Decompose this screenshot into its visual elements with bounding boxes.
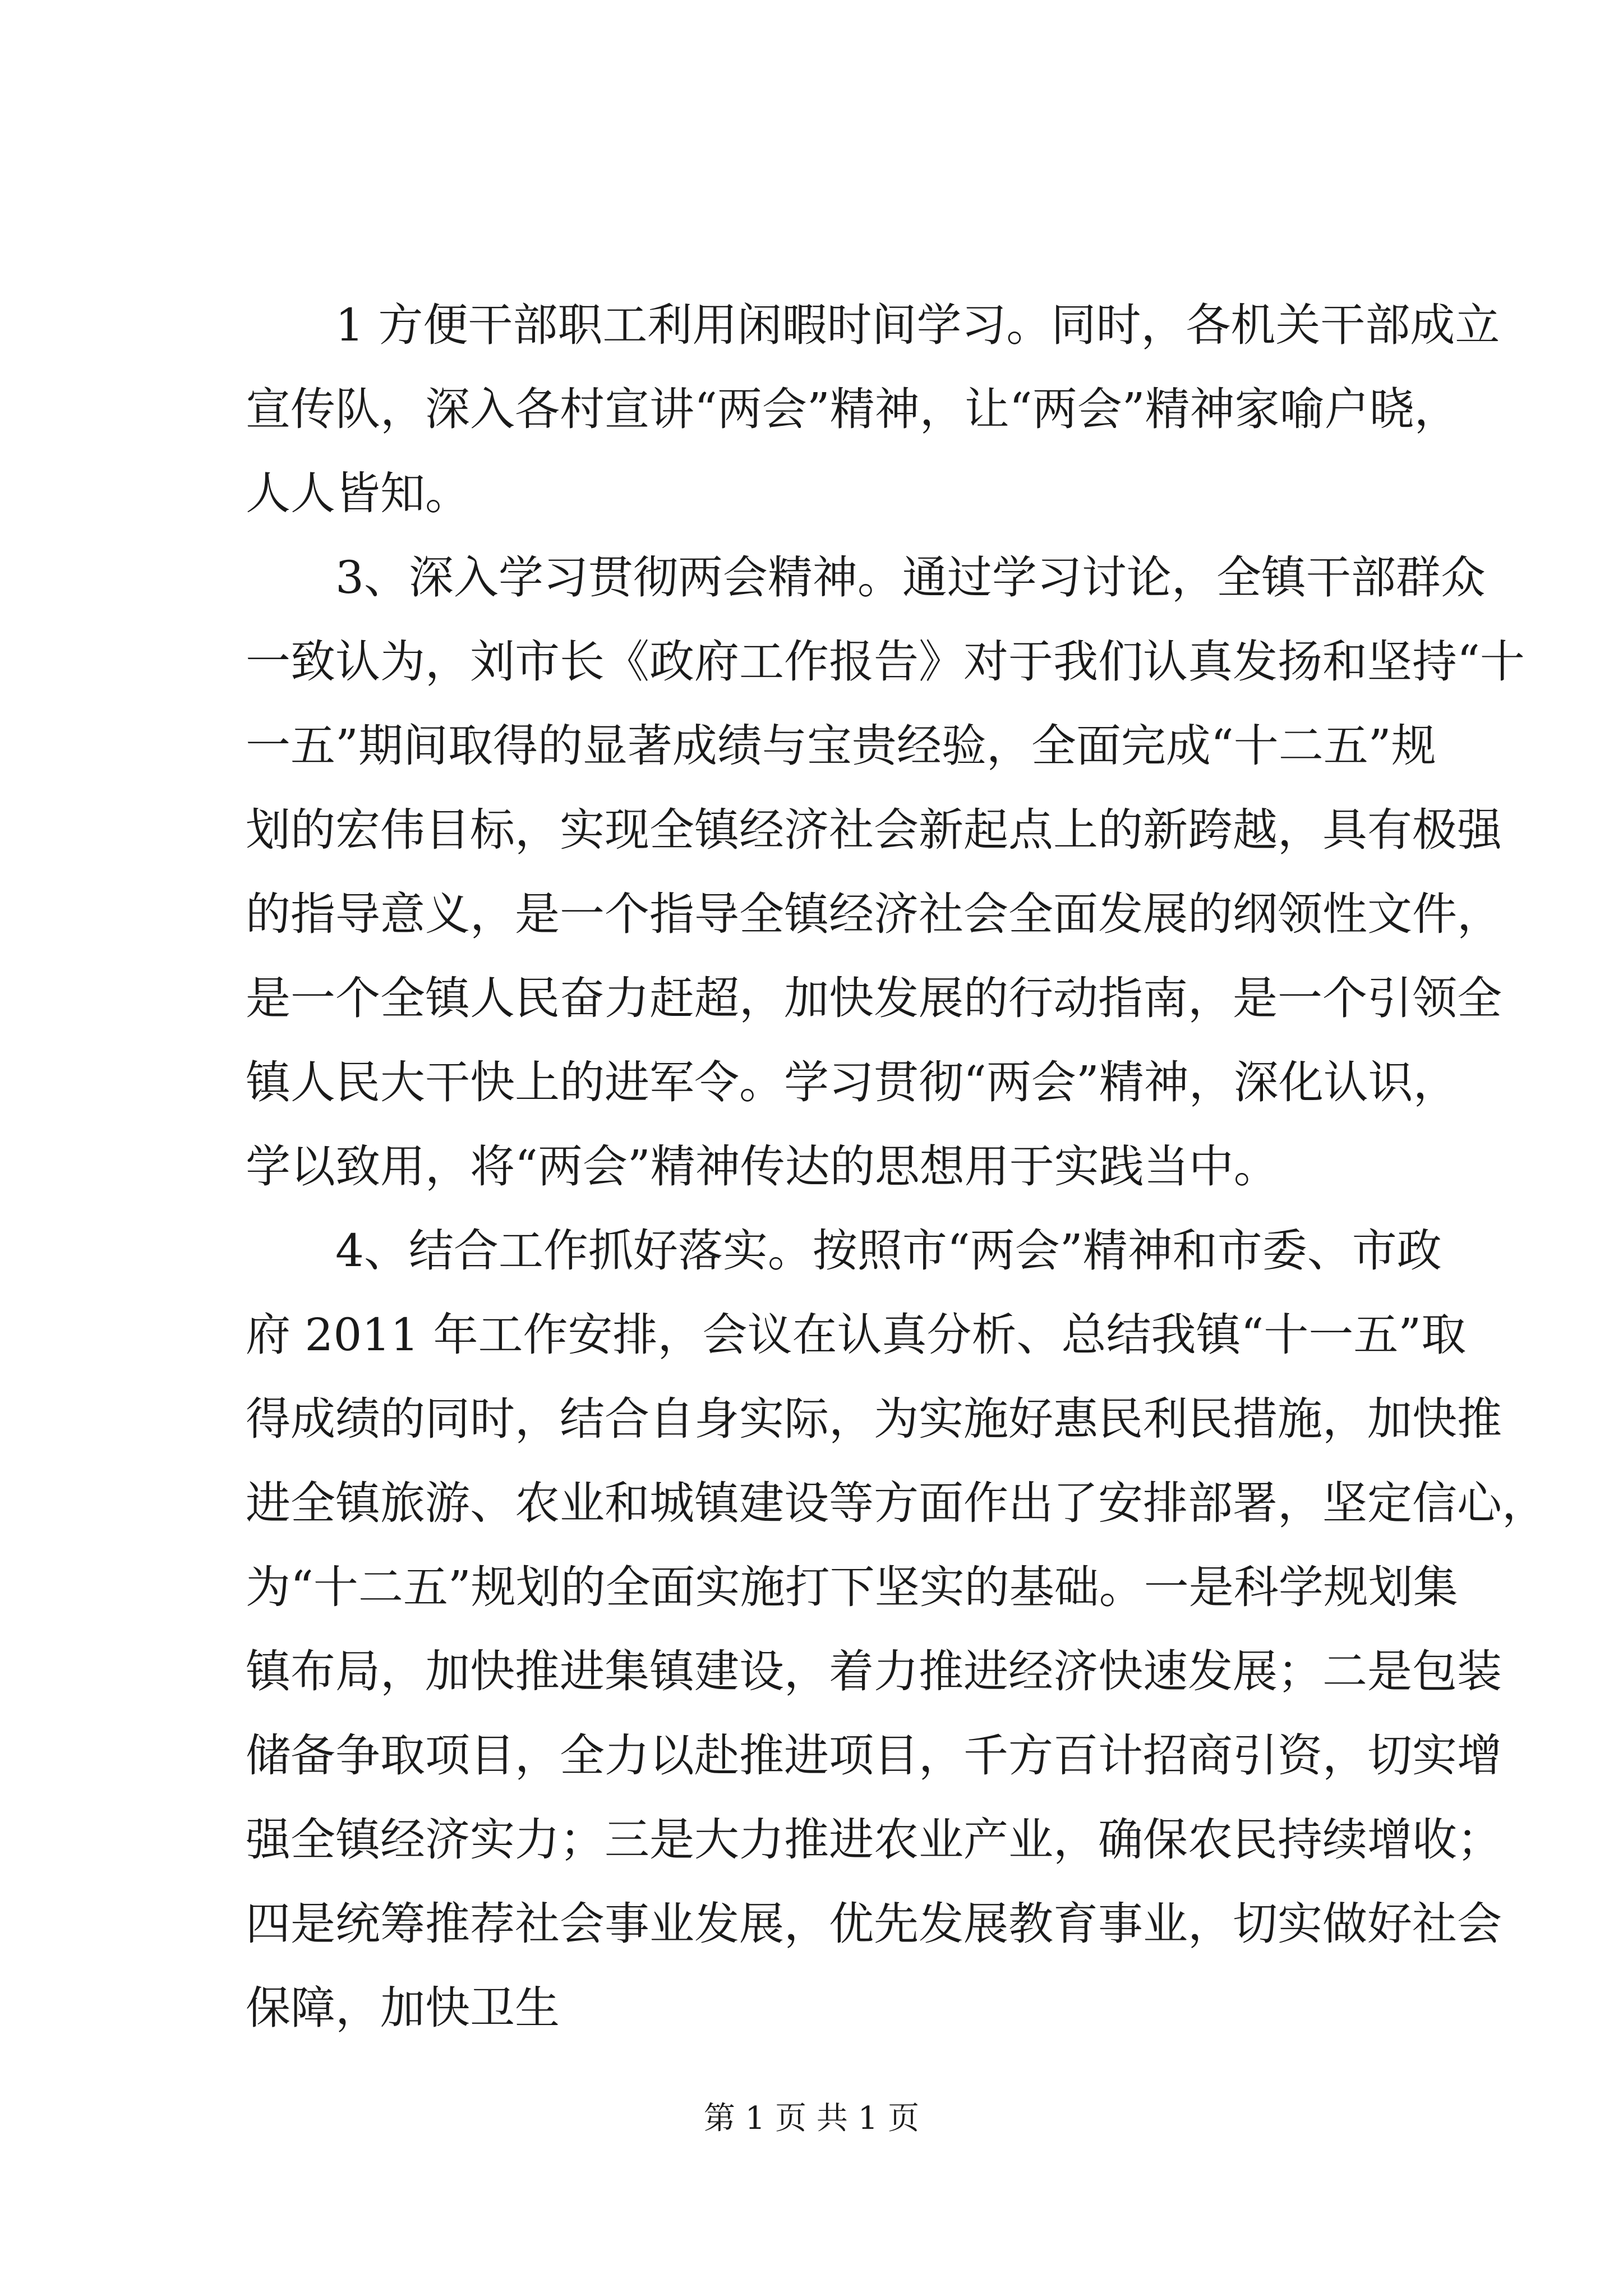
text-line: 一致认为，刘市长《政府工作报告》对于我们认真发扬和坚持“十 xyxy=(246,636,1525,688)
text-line: 保障，加快卫生 xyxy=(246,1982,560,2034)
text-line: 镇人民大干快上的进军令。学习贯彻“两会”精神，深化认识， xyxy=(246,1056,1458,1108)
paragraph xyxy=(246,283,1500,536)
paragraph xyxy=(246,1209,1547,2050)
page-footer: 第 1 页 共 1 页 xyxy=(703,2100,920,2137)
text-line: 储备争取项目，全力以赴推进项目，千方百计招商引资，切实增 xyxy=(246,1729,1502,1782)
text-line: 学以致用，将“两会”精神传达的思想用于实践当中。 xyxy=(246,1140,1279,1193)
text-line: 一五”期间取得的显著成绩与宝贵经验，全面完成“十二五”规 xyxy=(246,720,1436,772)
text-line: 四是统筹推荐社会事业发展，优先发展教育事业，切实做好社会 xyxy=(246,1898,1502,1950)
text-line: 划的宏伟目标，实现全镇经济社会新起点上的新跨越，具有极强 xyxy=(246,804,1502,856)
text-line: 是一个全镇人民奋力赶超，加快发展的行动指南，是一个引领全 xyxy=(246,972,1502,1024)
text-line: 3、深入学习贯彻两会精神。通过学习讨论，全镇干部群众 xyxy=(335,551,1486,604)
text-line: 强全镇经济实力；三是大力推进农业产业，确保农民持续增收； xyxy=(246,1814,1502,1866)
text-line: 进全镇旅游、农业和城镇建设等方面作出了安排部署，坚定信心， xyxy=(246,1477,1547,1529)
text-line: 宣传队，深入各村宣讲“两会”精神，让“两会”精神家喻户晓， xyxy=(246,383,1459,435)
text-line: 为“十二五”规划的全面实施打下坚实的基础。一是科学规划集 xyxy=(246,1561,1458,1613)
text-line: 得成绩的同时，结合自身实际，为实施好惠民利民措施，加快推 xyxy=(246,1393,1502,1445)
text-line: 4、结合工作抓好落实。按照市“两会”精神和市委、市政 xyxy=(335,1225,1442,1277)
text-line: 镇布局，加快推进集镇建设，着力推进经济快速发展；二是包装 xyxy=(246,1645,1502,1697)
text-line: 的指导意义，是一个指导全镇经济社会全面发展的纲领性文件， xyxy=(246,888,1502,940)
body-text xyxy=(246,283,1547,2050)
text-line: 人人皆知。 xyxy=(246,467,470,519)
text-line: 府 2011 年工作安排，会议在认真分析、总结我镇“十一五”取 xyxy=(246,1309,1467,1361)
text-line: 1 方便干部职工利用闲暇时间学习。同时，各机关干部成立 xyxy=(335,299,1500,351)
paragraph xyxy=(246,536,1525,1209)
